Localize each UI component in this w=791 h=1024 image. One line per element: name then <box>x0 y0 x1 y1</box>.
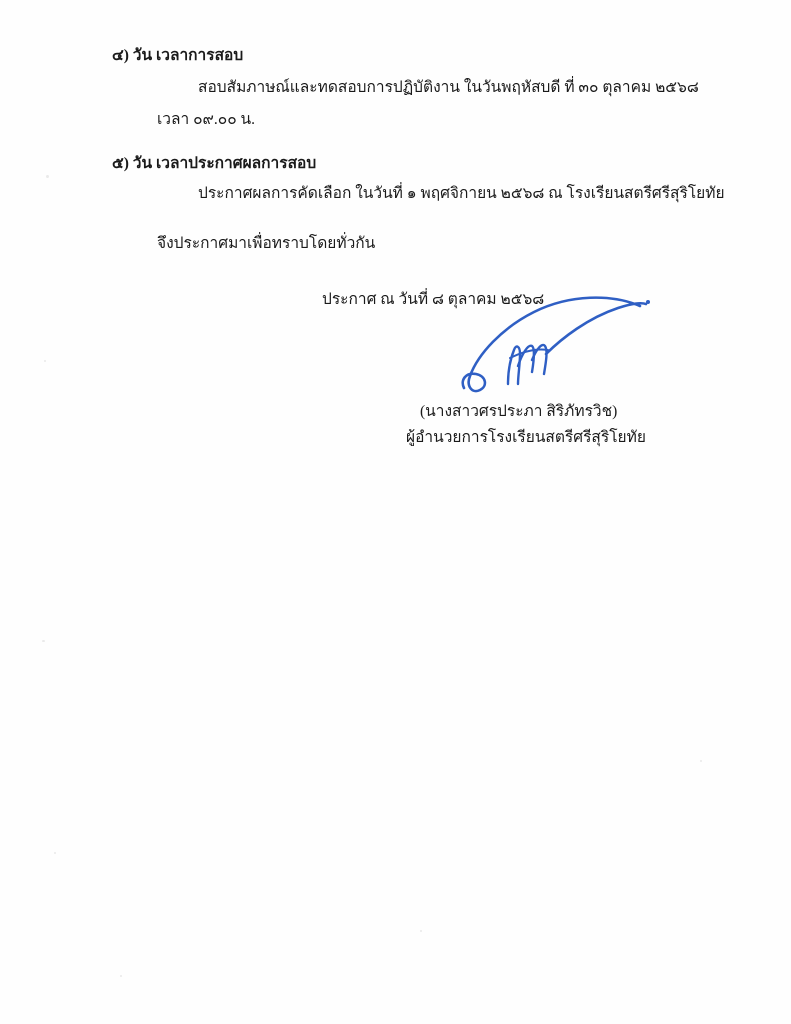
section-4-number: ๔) <box>112 47 129 64</box>
scan-speck <box>42 640 45 642</box>
section-5-number: ๕) <box>112 155 129 172</box>
section-4-heading <box>112 44 243 68</box>
announcement-date: ประกาศ ณ วันที่ ๘ ตุลาคม ๒๕๖๘ <box>322 291 545 308</box>
section-5-heading <box>112 152 316 176</box>
scan-speck <box>54 852 56 854</box>
scan-speck <box>120 975 122 977</box>
scan-speck <box>44 360 46 362</box>
scan-speck <box>46 175 49 178</box>
section-4-line-1: สอบสัมภาษณ์และทดสอบการปฏิบัติงาน ในวันพฤหัสบดี ที่ ๓๐ ตุลาคม ๒๕๖๘ <box>198 79 699 96</box>
signer-title: ผู้อำนวยการโรงเรียนสตรีศรีสุริโยทัย <box>406 429 646 446</box>
section-4-line-2: เวลา ๐๙.๐๐ น. <box>157 111 256 128</box>
section-4-title: วัน เวลาการสอบ <box>132 47 244 64</box>
notice-text: จึงประกาศมาเพื่อทราบโดยทั่วกัน <box>157 235 376 252</box>
section-5-line-1: ประกาศผลการคัดเลือก ในวันที่ ๑ พฤศจิกายน ๒๕๖๘ ณ โรงเรียนสตรีศรีสุริโยทัย <box>198 185 725 202</box>
scan-speck <box>700 760 702 762</box>
scan-speck <box>420 930 422 932</box>
signer-name: (นางสาวศรประภา สิริภัทรวิช) <box>420 403 618 420</box>
section-5-title: วัน เวลาประกาศผลการสอบ <box>132 155 317 172</box>
